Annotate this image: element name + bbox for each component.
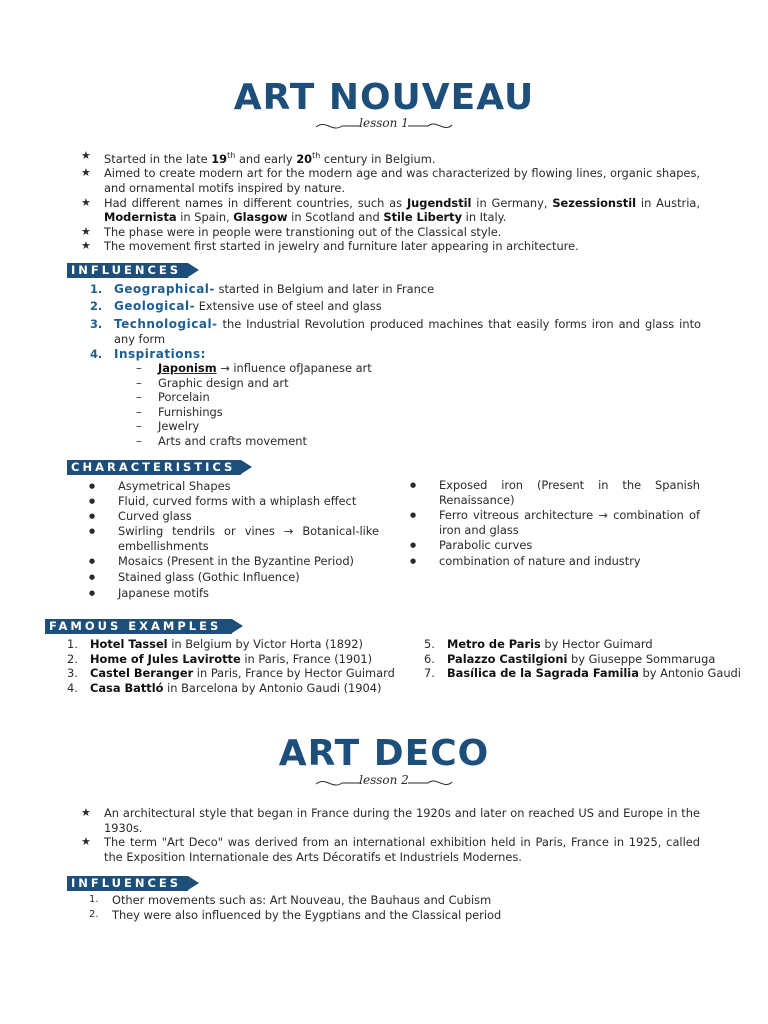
example-item — [90, 666, 395, 681]
list-number: 6. — [424, 651, 435, 666]
list-number: 3. — [67, 666, 78, 681]
star-icon: ★ — [81, 149, 91, 162]
influence-item — [114, 282, 434, 297]
bold-term: 20 — [296, 151, 313, 166]
characteristic-item: Mosaics (Present in the Byzantine Period) — [118, 554, 354, 568]
star-icon: ★ — [81, 806, 91, 819]
building-name: Palazzo Castilgioni — [447, 651, 568, 666]
inspiration-text: Jewelry — [158, 419, 200, 434]
bullet-text: The movement first started in jewelry and furniture later appearing in architecture. — [104, 239, 579, 254]
inspiration-item — [158, 405, 223, 420]
dash-icon: – — [136, 361, 142, 375]
bullet-item — [81, 149, 700, 166]
characteristic-item: Swirling tendrils or vines → Botanical-like embellishments — [118, 524, 379, 553]
underlined-term — [158, 361, 217, 375]
list-number: 3. — [90, 317, 103, 331]
section-heading-characteristics: CHARACTERISTICS — [67, 460, 241, 475]
example-item — [90, 681, 381, 696]
characteristic-item: combination of nature and industry — [439, 554, 641, 568]
bullet-item — [81, 225, 700, 240]
star-icon: ★ — [81, 835, 91, 849]
dash-icon: – — [136, 434, 142, 448]
inspiration-text: → influence ofJapanese art — [216, 361, 372, 375]
influence-label: Inspirations: — [114, 347, 206, 361]
bullet-dot-icon: ● — [89, 512, 96, 520]
bullet-dot-icon: ● — [410, 557, 417, 565]
bullet-text: The term "Art Deco" was derived from an international exhibition held in Paris, France in 1925, called the Exposition Internationale des Arts Décoratifs et Industriels Modernes. — [104, 835, 700, 864]
list-number: 5. — [424, 637, 435, 651]
bullet-text: The phase were in people were transtioning out of the Classical style. — [104, 224, 502, 239]
list-number: 1. — [89, 894, 99, 905]
list-number: 2. — [67, 651, 78, 666]
influence-item: They were also influenced by the Eygptians and the Classical period — [112, 907, 502, 922]
example-text: by Giuseppe Sommaruga — [567, 651, 716, 666]
example-item — [90, 652, 372, 667]
influence-item — [114, 317, 701, 346]
dash-icon: – — [136, 419, 142, 434]
bold-term: Sezessionstil — [552, 195, 637, 210]
section-heading-influences: INFLUENCES — [67, 876, 188, 891]
dash-icon: – — [136, 390, 142, 405]
influence-item: Other movements such as: Art Nouveau, the Bauhaus and Cubism — [112, 893, 492, 907]
characteristic-item: Asymetrical Shapes — [118, 479, 231, 493]
page-title-art-deco: ART DECO — [278, 733, 490, 774]
intro-bullet-list — [81, 149, 700, 254]
bullet-text: Started in the late 19th and early 20th century in Belgium. — [104, 151, 436, 166]
inspiration-text: Arts and crafts movement — [158, 434, 307, 448]
inspiration-item — [158, 376, 289, 391]
bullet-dot-icon: ● — [89, 589, 96, 597]
bullet-dot-icon: ● — [89, 497, 96, 505]
building-name: Metro de Paris — [447, 637, 541, 651]
bold-term: 19 — [211, 151, 228, 166]
influence-text: started in Belgium and later in France — [214, 282, 435, 296]
list-number: 2. — [89, 908, 99, 920]
inspiration-text: Furnishings — [158, 404, 223, 419]
bullet-dot-icon: ● — [89, 527, 96, 535]
example-text: by Antonio Gaudi — [638, 666, 741, 681]
bold-term: Japonism — [158, 361, 217, 375]
example-text: in Belgium by Victor Horta (1892) — [167, 637, 363, 651]
page-title-art-nouveau: ART NOUVEAU — [233, 77, 535, 118]
dash-icon: – — [136, 404, 142, 419]
bullet-dot-icon: ● — [89, 482, 96, 490]
bullet-dot-icon: ● — [410, 511, 417, 519]
list-number: 2. — [90, 299, 103, 313]
bullet-dot-icon: ● — [89, 557, 96, 565]
characteristic-item: Ferro vitreous architecture → combination of iron and glass — [439, 508, 700, 537]
list-number: 1. — [67, 637, 78, 651]
characteristic-item: Exposed iron (Present in the Spanish Renaissance) — [439, 478, 700, 507]
inspiration-text: Porcelain — [158, 390, 210, 405]
star-icon: ★ — [81, 195, 91, 209]
bullet-text: Aimed to create modern art for the modern age and was characterized by flowing lines, organic shapes, and ornamental motifs inspired by nature. — [104, 166, 700, 195]
intro-bullet-list — [81, 806, 700, 864]
bullet-item — [81, 806, 700, 835]
bullet-text: An architectural style that began in France during the 1920s and later on reached US and Europe in the 1930s. — [104, 806, 700, 835]
ordinal-suffix: th — [312, 151, 321, 160]
building-name: Hotel Tassel — [90, 637, 168, 651]
bold-term: Stile Liberty — [383, 210, 463, 225]
list-number: 7. — [424, 666, 435, 681]
bullet-dot-icon: ● — [410, 481, 417, 489]
characteristic-item: Fluid, curved forms with a whiplash effect — [118, 494, 357, 508]
influence-label: Technological- — [114, 317, 218, 331]
section-heading-famous-examples: FAMOUS EXAMPLES — [45, 619, 232, 634]
list-number: 4. — [67, 680, 78, 695]
influence-item — [114, 299, 382, 314]
example-text: in Barcelona by Antonio Gaudi (1904) — [163, 680, 382, 695]
example-text: by Hector Guimard — [540, 637, 653, 651]
inspiration-item — [158, 434, 307, 449]
bold-term: Glasgow — [233, 210, 288, 225]
bullet-item — [81, 196, 700, 225]
characteristic-item: Parabolic curves — [439, 538, 533, 552]
inspiration-item — [158, 390, 210, 405]
influence-text: the Industrial Revolution produced machines that easily forms iron and glass into any form — [114, 317, 701, 346]
inspiration-item — [158, 361, 372, 376]
inspiration-item — [158, 419, 199, 434]
bold-term: Jugendstil — [406, 195, 472, 210]
bullet-dot-icon: ● — [89, 573, 96, 581]
section-heading-influences: INFLUENCES — [67, 263, 188, 278]
bullet-text: Had different names in different countries, such as Jugendstil in Germany, Sezessionstil in Austria, Modernista in Spain, Glasgow in Scotland and Stile Liberty in Italy. — [104, 195, 700, 225]
influence-text: Extensive use of steel and glass — [195, 299, 382, 313]
star-icon: ★ — [81, 224, 91, 238]
inspiration-text: Graphic design and art — [158, 375, 289, 390]
characteristic-item: Stained glass (Gothic Influence) — [118, 570, 300, 584]
example-item — [447, 652, 715, 667]
building-name: Basílica de la Sagrada Familia — [447, 666, 639, 681]
example-item — [447, 666, 741, 681]
bullet-dot-icon: ● — [410, 541, 417, 549]
list-number: 4. — [90, 347, 103, 361]
building-name: Home of Jules Lavirotte — [90, 651, 241, 666]
building-name: Casa Battló — [90, 680, 164, 695]
example-item — [90, 637, 363, 652]
ordinal-suffix: th — [227, 151, 236, 160]
lesson-subtitle: lesson 1 — [359, 116, 409, 130]
star-icon: ★ — [81, 166, 91, 180]
characteristic-item: Curved glass — [118, 509, 192, 523]
example-text: in Paris, France by Hector Guimard — [193, 666, 395, 681]
dash-icon: – — [136, 375, 142, 390]
bullet-item — [81, 835, 700, 864]
bullet-item — [81, 166, 700, 195]
influence-item — [114, 347, 206, 362]
influence-label: Geological- — [114, 299, 196, 313]
characteristic-item: Japanese motifs — [118, 586, 209, 600]
example-item — [447, 637, 653, 652]
bullet-item — [81, 239, 700, 254]
building-name: Castel Beranger — [90, 666, 194, 681]
list-number: 1. — [90, 282, 103, 296]
star-icon: ★ — [81, 239, 91, 253]
bold-term: Modernista — [104, 210, 177, 225]
lesson-subtitle: lesson 2 — [359, 773, 409, 787]
example-text: in Paris, France (1901) — [240, 651, 373, 666]
influence-label: Geographical- — [114, 282, 215, 296]
